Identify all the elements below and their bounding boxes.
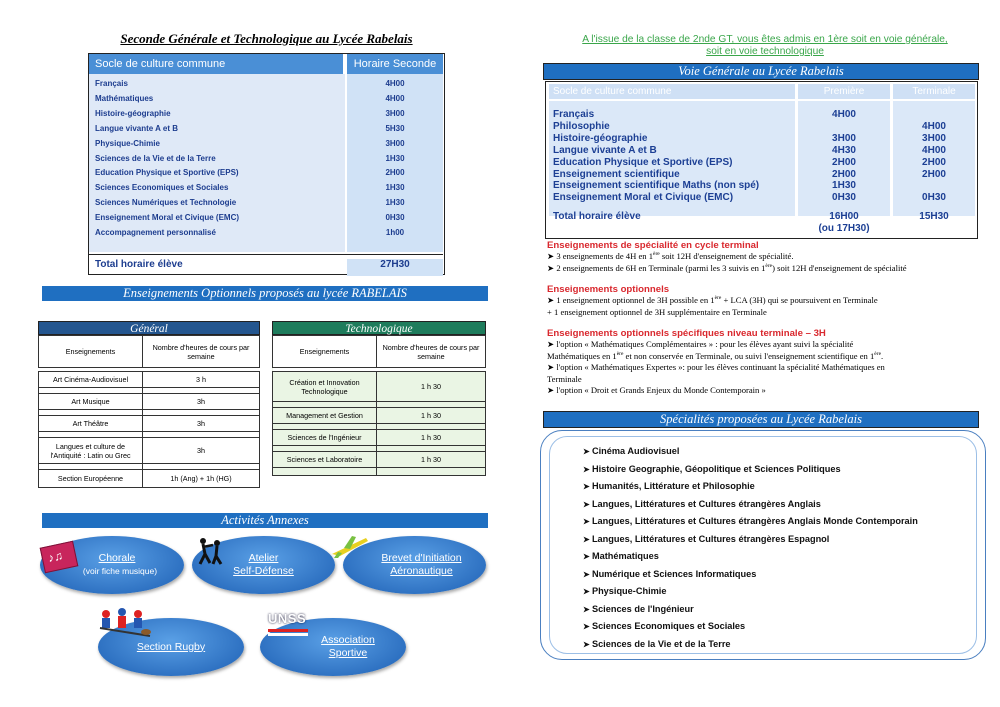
spec-cycle-line-1: ➤ 3 enseignements de 4H en 1ère soit 12H d'enseignement de spécialité. bbox=[547, 251, 794, 262]
table-row: Management et Gestion bbox=[273, 408, 377, 424]
total-terminale: 15H30 bbox=[919, 211, 949, 222]
chorale-label: Chorale bbox=[98, 552, 136, 564]
subject-cell: Mathématiques bbox=[95, 93, 154, 103]
subject-cell: Français bbox=[95, 79, 128, 88]
hours-cell: 0H30 bbox=[385, 213, 405, 223]
table-row bbox=[546, 180, 976, 192]
table-row bbox=[546, 145, 976, 157]
premiere-cell: 1H30 bbox=[832, 180, 856, 192]
premiere-cell: 3H00 bbox=[832, 132, 856, 144]
subject-cell: Sciences Numériques et Technologie bbox=[95, 198, 237, 208]
asso-label-2: Sportive bbox=[328, 647, 368, 659]
subject-cell: Physique-Chimie bbox=[95, 138, 160, 148]
specifiques-line-2: Mathématiques en 1ère et non conservée en Terminale, ou suivi l'enseignement scientifique en 1ère. bbox=[547, 350, 884, 361]
subject-cell: Sciences de la Vie et de la Terre bbox=[95, 153, 216, 163]
col-head: Nombre d'heures de cours par semaine bbox=[143, 336, 260, 368]
col-head: Nombre d'heures de cours par semaine bbox=[377, 336, 486, 368]
intro-line-2: soit en voie technologique bbox=[706, 46, 824, 57]
table-row bbox=[89, 106, 443, 121]
page-title-seconde: Seconde Générale et Technologique au Lycée Rabelais bbox=[120, 31, 413, 46]
music-icon: ♪♫ bbox=[40, 541, 79, 574]
table-row: Art Cinéma-Audiovisuel bbox=[39, 372, 143, 388]
list-item: ➤ Sciences de l'Ingénieur bbox=[583, 601, 918, 619]
table-cell: 3h bbox=[143, 394, 260, 410]
list-item: ➤ Langues, Littératures et Cultures étrangères Espagnol bbox=[583, 531, 918, 549]
techno-options bbox=[272, 321, 486, 476]
table-row bbox=[546, 121, 976, 133]
table-row bbox=[89, 180, 443, 195]
hours-cell: 1h00 bbox=[385, 228, 405, 237]
specifiques-section bbox=[547, 328, 987, 396]
total-premiere: 16H00 bbox=[829, 211, 859, 222]
list-item: ➤ Numérique et Sciences Informatiques bbox=[583, 566, 918, 584]
general-table bbox=[38, 335, 260, 488]
unss-logo-text: UNSS bbox=[268, 611, 307, 626]
table-row: Langues et culture de l'Antiquité : Latin ou Grec bbox=[39, 438, 143, 464]
table-row bbox=[546, 109, 976, 121]
hours-cell: 1H30 bbox=[385, 198, 405, 208]
atelier-label-2: Self-Défense bbox=[233, 565, 294, 577]
table-row: Sciences et Laboratoire bbox=[273, 452, 377, 468]
header-hours: Horaire Seconde bbox=[347, 54, 443, 74]
table-cell: 1 h 30 bbox=[377, 430, 486, 446]
table-row: Section Européenne bbox=[39, 470, 143, 488]
list-item: ➤ Sciences Economiques et Sociales bbox=[583, 618, 918, 636]
subject-cell: Histoire-géographie bbox=[553, 132, 648, 144]
table-row bbox=[89, 210, 443, 225]
premiere-cell: 4H30 bbox=[832, 144, 856, 156]
header-subject: Socle de culture commune bbox=[89, 54, 345, 74]
chorale-sub: (voir fiche musique) bbox=[82, 566, 158, 576]
specifiques-line-5: ➤ l'option « Droit et Grands Enjeux du Monde Contemporain » bbox=[547, 385, 766, 396]
subject-cell: Sciences Economiques et Sociales bbox=[95, 183, 229, 193]
table-cell: 1 h 30 bbox=[377, 372, 486, 402]
techno-caption: Technologique bbox=[272, 321, 486, 335]
terminale-cell: 4H00 bbox=[922, 144, 946, 156]
table-cell: 3 h bbox=[143, 372, 260, 388]
subject-cell: Education Physique et Sportive (EPS) bbox=[95, 168, 239, 178]
asso-label: Association bbox=[321, 634, 375, 646]
table-cell: 1 h 30 bbox=[377, 408, 486, 424]
subject-cell: Langue vivante A et B bbox=[95, 123, 178, 133]
total-value: 27H30 bbox=[347, 259, 443, 276]
hours-cell: 4H00 bbox=[385, 93, 405, 103]
unss-logo bbox=[268, 610, 318, 640]
subject-cell: Enseignement Moral et Civique (EMC) bbox=[553, 192, 734, 204]
subject-cell: Enseignement Moral et Civique (EMC) bbox=[95, 213, 240, 223]
brevet-label-2: Aéronautique bbox=[390, 565, 453, 577]
optionnels-title: Enseignements optionnels bbox=[547, 284, 670, 295]
subject-cell: Histoire-géographie bbox=[95, 108, 171, 118]
table-row: Art Musique bbox=[39, 394, 143, 410]
specifiques-line-4: Terminale bbox=[547, 373, 582, 384]
intro-text bbox=[545, 34, 985, 58]
table-row bbox=[546, 157, 976, 169]
table-row bbox=[89, 76, 443, 91]
hours-cell: 2H00 bbox=[385, 168, 405, 178]
spec-cycle-section bbox=[547, 240, 987, 274]
table-row bbox=[546, 133, 976, 145]
options-bar: Enseignements Optionnels proposés au lycée RABELAIS bbox=[42, 286, 488, 301]
spec-cycle-title: Enseignements de spécialité en cycle terminal bbox=[547, 240, 759, 251]
specifiques-title: Enseignements optionnels spécifiques niveau terminale – 3H bbox=[547, 328, 826, 339]
rugby-label: Section Rugby bbox=[136, 640, 206, 653]
total-row bbox=[546, 211, 976, 223]
subject-cell: Philosophie bbox=[553, 120, 610, 132]
subject-cell: Accompagnement personnalisé bbox=[95, 228, 216, 237]
self-defense-icon bbox=[195, 536, 225, 566]
premiere-cell: 2H00 bbox=[832, 168, 856, 180]
total-row bbox=[89, 254, 443, 273]
table-row: Sciences de l'Ingénieur bbox=[273, 430, 377, 446]
table-row bbox=[89, 195, 443, 210]
hours-cell: 5H30 bbox=[385, 123, 405, 133]
general-options bbox=[38, 321, 260, 488]
seconde-hours-table bbox=[88, 53, 445, 275]
atelier-label: Atelier bbox=[248, 552, 279, 564]
list-item: ➤ Langues, Littératures et Cultures étrangères Anglais bbox=[583, 496, 918, 514]
spec-cycle-line-2: ➤ 2 enseignements de 6H en Terminale (parmi les 3 suivis en 1ère) soit 12H d'enseignement de spécialité bbox=[547, 262, 907, 273]
table-row bbox=[89, 121, 443, 136]
hours-cell: 3H00 bbox=[385, 108, 405, 118]
activities-bar: Activités Annexes bbox=[42, 513, 488, 528]
subject-cell: Education Physique et Sportive (EPS) bbox=[553, 156, 733, 168]
list-item: ➤ Histoire Geographie, Géopolitique et Sciences Politiques bbox=[583, 461, 918, 479]
table-row bbox=[546, 192, 976, 204]
list-item: ➤ Humanités, Littérature et Philosophie bbox=[583, 478, 918, 496]
header-premiere: Première bbox=[798, 84, 890, 99]
table-row bbox=[89, 136, 443, 151]
subject-cell: Enseignement scientifique bbox=[553, 168, 680, 180]
voie-generale-bar: Voie Générale au Lycée Rabelais bbox=[543, 63, 979, 80]
table-row bbox=[89, 225, 443, 240]
table-row bbox=[546, 169, 976, 181]
list-item: ➤ Cinéma Audiovisuel bbox=[583, 443, 918, 461]
table-cell: 1h (Ang) + 1h (HG) bbox=[143, 470, 260, 488]
table-row bbox=[89, 91, 443, 106]
table-row: Art Théâtre bbox=[39, 416, 143, 432]
table-cell: 3h bbox=[143, 416, 260, 432]
total-label: Total horaire élève bbox=[95, 259, 183, 270]
specialites-bar: Spécialités proposées au Lycée Rabelais bbox=[543, 411, 979, 428]
total-label: Total horaire élève bbox=[553, 211, 641, 222]
header-terminale: Terminale bbox=[893, 84, 975, 99]
table-row bbox=[89, 165, 443, 180]
col-head: Enseignements bbox=[273, 336, 377, 368]
hours-cell: 3H00 bbox=[385, 138, 405, 148]
table-row bbox=[89, 151, 443, 166]
table-row: Création et Innovation Technologique bbox=[273, 372, 377, 402]
terminale-cell: 0H30 bbox=[922, 192, 946, 204]
total-premiere-2: (ou 17H30) bbox=[818, 223, 870, 234]
specifiques-line-3: ➤ l'option « Mathématiques Expertes »: pour les élèves continuant la spécialité Mathématiques en bbox=[547, 362, 885, 373]
optionnels-section bbox=[547, 284, 987, 318]
specifiques-line-1: ➤ l'option « Mathématiques Complémentaires » : pour les élèves ayant suivi la spécialité bbox=[547, 339, 854, 350]
list-item: ➤ Mathématiques bbox=[583, 548, 918, 566]
specialites-box bbox=[540, 430, 986, 660]
subject-cell: Français bbox=[553, 109, 595, 120]
rugby-icon bbox=[96, 606, 154, 642]
terminale-cell: 2H00 bbox=[922, 168, 946, 180]
hours-cell: 1H30 bbox=[385, 183, 405, 193]
table-cell: 3h bbox=[143, 438, 260, 464]
intro-line-1: A l'issue de la classe de 2nde GT, vous êtes admis en 1ère soit en voie générale, bbox=[582, 34, 948, 45]
table-cell: 1 h 30 bbox=[377, 452, 486, 468]
terminale-cell: 4H00 bbox=[922, 120, 946, 132]
premiere-cell: 2H00 bbox=[832, 156, 856, 168]
subject-cell: Enseignement scientifique Maths (non spé) bbox=[553, 180, 760, 192]
airplane-icon bbox=[330, 534, 370, 560]
premiere-cell: 4H00 bbox=[832, 109, 856, 120]
header-subject: Socle de culture commune bbox=[549, 84, 795, 99]
specialites-list bbox=[583, 443, 918, 653]
general-caption: Général bbox=[38, 321, 260, 335]
list-item: ➤ Langues, Littératures et Cultures étrangères Anglais Monde Contemporain bbox=[583, 513, 918, 531]
hours-cell: 4H00 bbox=[385, 79, 405, 88]
optionnels-line-2: + 1 enseignement optionnel de 3H supplémentaire en Terminale bbox=[547, 306, 767, 317]
premiere-cell: 0H30 bbox=[832, 192, 856, 204]
list-item: ➤ Physique-Chimie bbox=[583, 583, 918, 601]
terminale-cell: 3H00 bbox=[922, 132, 946, 144]
subject-cell: Langue vivante A et B bbox=[553, 144, 657, 156]
list-item: ➤ Sciences de la Vie et de la Terre bbox=[583, 636, 918, 654]
col-head: Enseignements bbox=[39, 336, 143, 368]
terminale-cell: 2H00 bbox=[922, 156, 946, 168]
brevet-label: Brevet d'Initiation bbox=[381, 552, 462, 564]
techno-table bbox=[272, 335, 486, 476]
optionnels-line-1: ➤ 1 enseignement optionnel de 3H possible en 1ère + LCA (3H) qui se poursuivent en Terminale bbox=[547, 295, 878, 306]
hours-cell: 1H30 bbox=[385, 153, 405, 163]
voie-generale-table bbox=[545, 81, 978, 239]
total-row-2 bbox=[546, 223, 976, 235]
